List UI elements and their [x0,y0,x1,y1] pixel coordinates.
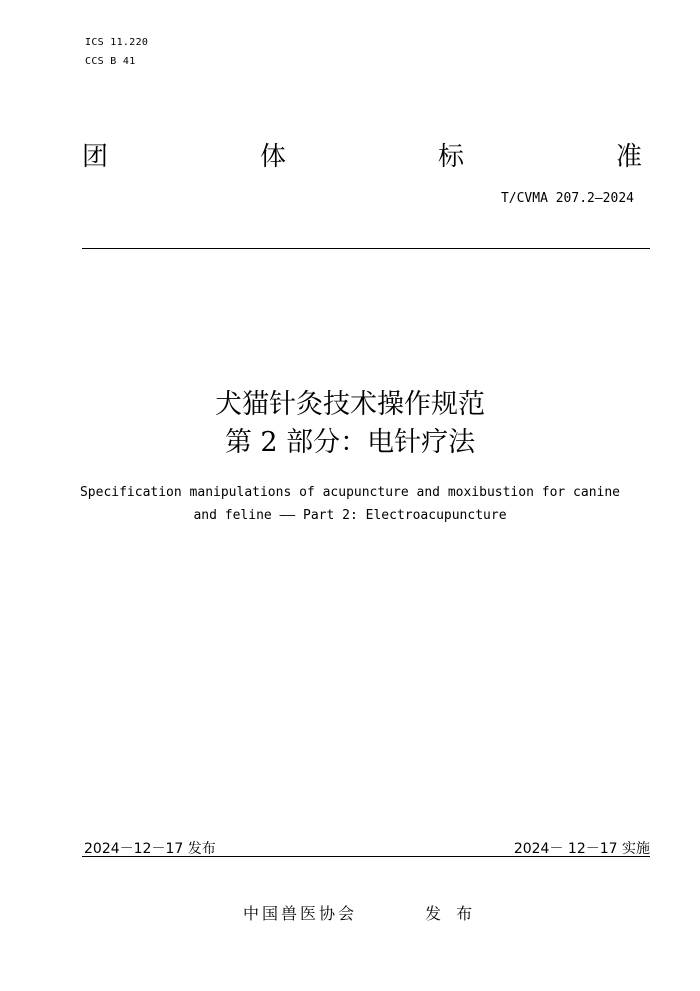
standard-type-char-1: 团 [82,142,109,172]
title-en-line-1: Specification manipulations of acupuncture and moxibustion for canine [79,485,621,500]
standard-type-heading [82,136,642,173]
standard-number: T/CVMA 207.2—2024 [500,191,634,206]
publish-label: 发 布 [425,904,478,923]
standard-type-char-3: 标 [437,142,464,172]
publisher-name: 中国兽医协会 [243,904,358,923]
ics-code: ICS 11.220 [85,37,149,48]
top-divider [82,248,650,249]
ccs-code: CCS B 41 [85,56,136,67]
title-en-line-2: and feline —— Part 2: Electroacupuncture [193,508,507,523]
title-cn-line-2: 第 2 部分：电针疗法 [224,427,476,458]
title-cn-line-1: 犬猫针灸技术操作规范 [215,389,485,420]
issue-date: 2024－12－17 发布 [84,841,216,857]
bottom-divider [82,856,650,857]
standard-type-char-4: 准 [615,142,642,172]
standard-type-char-2: 体 [259,142,286,172]
implementation-date: 2024－ 12－17 实施 [513,841,650,857]
